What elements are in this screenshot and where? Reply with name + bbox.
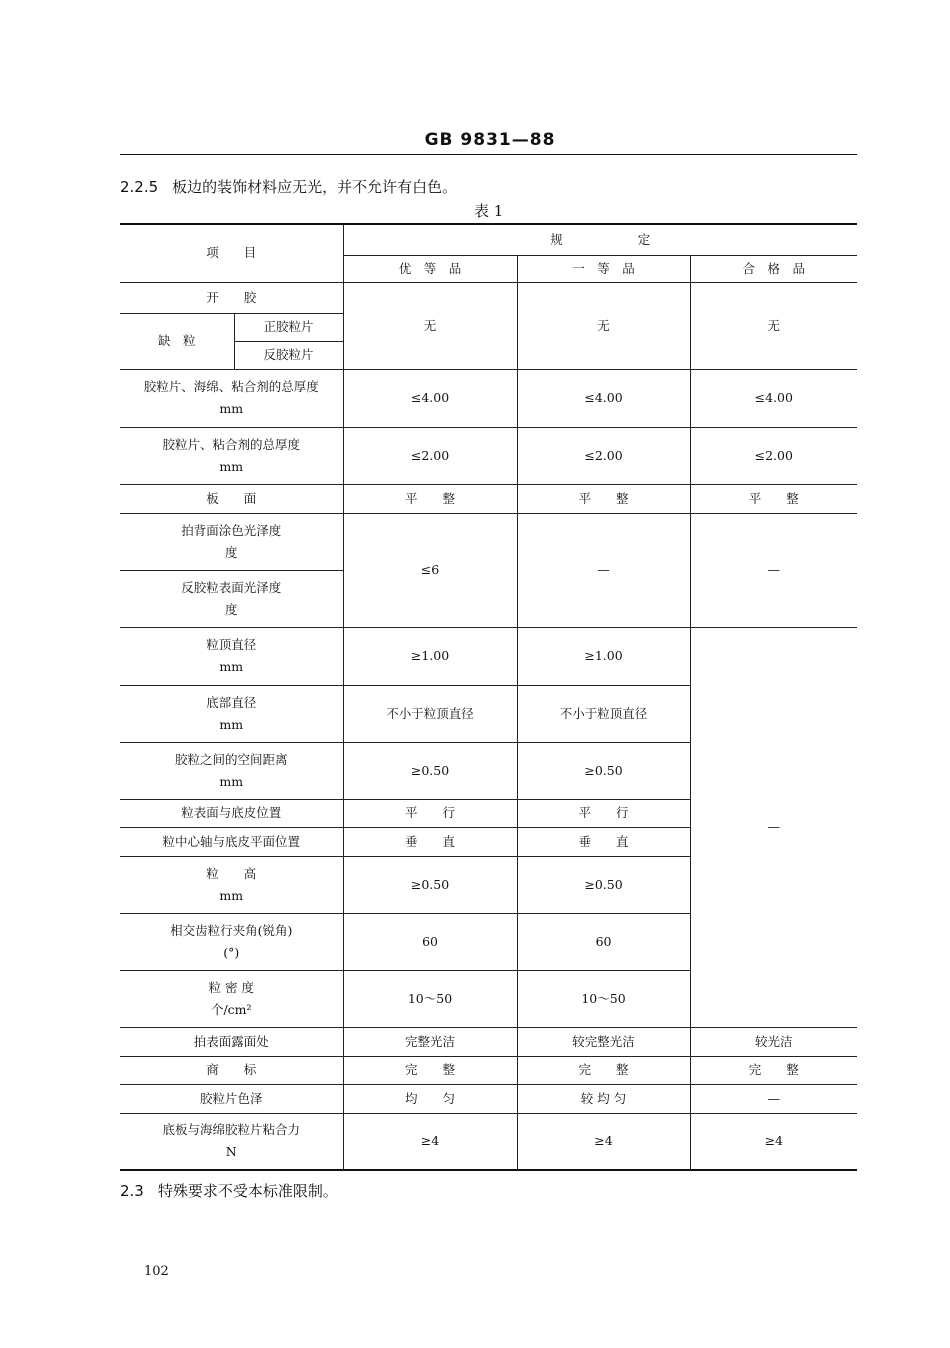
cell-superior: ≤6 bbox=[343, 513, 517, 627]
row-sublabel: 反胶粒片 bbox=[234, 341, 343, 369]
cell-superior: 无 bbox=[343, 282, 517, 369]
standard-code: GB 9831—88 bbox=[424, 130, 556, 150]
row-label bbox=[120, 570, 343, 627]
cell-superior: ≥1.00 bbox=[343, 627, 517, 685]
row-label: 开 胶 bbox=[120, 282, 343, 313]
label-text: 胶粒片、粘合剂的总厚度 bbox=[162, 436, 301, 452]
table-row bbox=[120, 369, 857, 427]
row-label: 板 面 bbox=[120, 484, 343, 513]
label-text: 相交齿粒行夹角(锐角) bbox=[170, 922, 293, 938]
label-unit: mm bbox=[219, 458, 244, 474]
label-unit: mm bbox=[219, 887, 244, 903]
row-label bbox=[120, 627, 343, 685]
cell-superior: 平 整 bbox=[343, 484, 517, 513]
table-row bbox=[120, 1056, 857, 1084]
row-sublabel: 正胶粒片 bbox=[234, 313, 343, 341]
row-label bbox=[120, 970, 343, 1027]
label-text: 底板与海绵胶粒片粘合力 bbox=[162, 1122, 301, 1138]
label-text: 粒 密 度 bbox=[208, 979, 254, 995]
header-rule bbox=[120, 154, 857, 155]
clause-text: 特殊要求不受本标准限制。 bbox=[157, 1182, 338, 1200]
header-qualified: 合 格 品 bbox=[690, 255, 857, 282]
label-text: 胶粒之间的空间距离 bbox=[175, 751, 288, 767]
cell-first: ≤2.00 bbox=[517, 427, 690, 484]
cell-superior: 60 bbox=[343, 913, 517, 970]
cell-qualified: 完 整 bbox=[690, 1056, 857, 1084]
row-label bbox=[120, 513, 343, 570]
row-label bbox=[120, 856, 343, 913]
cell-first: 无 bbox=[517, 282, 690, 369]
header-first: 一 等 品 bbox=[517, 255, 690, 282]
cell-first: ≥1.00 bbox=[517, 627, 690, 685]
table-row bbox=[120, 1027, 857, 1056]
cell-superior: ≤2.00 bbox=[343, 427, 517, 484]
row-label: 胶粒片色泽 bbox=[120, 1084, 343, 1113]
cell-superior: ≥0.50 bbox=[343, 742, 517, 799]
table-row bbox=[120, 1084, 857, 1113]
cell-superior: ≤4.00 bbox=[343, 369, 517, 427]
cell-qualified: ≤4.00 bbox=[690, 369, 857, 427]
cell-qualified: 较光洁 bbox=[690, 1027, 857, 1056]
clause-2-2-5 bbox=[120, 176, 457, 197]
row-label bbox=[120, 913, 343, 970]
label-text: 粒顶直径 bbox=[206, 637, 257, 652]
label-unit: 个/cm² bbox=[210, 1001, 252, 1017]
table-row bbox=[120, 1113, 857, 1170]
row-label bbox=[120, 742, 343, 799]
cell-qualified: ≤2.00 bbox=[690, 427, 857, 484]
table-header-row bbox=[120, 224, 857, 255]
cell-qualified: 平 整 bbox=[690, 484, 857, 513]
label-text: 反胶粒表面光泽度 bbox=[181, 579, 282, 595]
table-row bbox=[120, 513, 857, 570]
cell-first: 平 整 bbox=[517, 484, 690, 513]
cell-first: 不小于粒顶直径 bbox=[517, 685, 690, 742]
label-unit: 度 bbox=[225, 544, 238, 560]
label-unit: mm bbox=[219, 773, 244, 789]
label-unit: mm bbox=[219, 401, 244, 416]
cell-first: ≥4 bbox=[517, 1113, 690, 1170]
clause-number: 2.2.5 bbox=[120, 178, 159, 196]
cell-superior: 平 行 bbox=[343, 799, 517, 827]
label-text: 粒 高 bbox=[206, 865, 257, 881]
cell-first: 较完整光洁 bbox=[517, 1027, 690, 1056]
row-label bbox=[120, 685, 343, 742]
table-title: 表 1 bbox=[474, 202, 504, 220]
label-unit: 度 bbox=[225, 601, 238, 617]
label-text: 胶粒片、海绵、粘合剂的总厚度 bbox=[143, 379, 319, 394]
cell-superior: 不小于粒顶直径 bbox=[343, 685, 517, 742]
label-unit: N bbox=[225, 1144, 237, 1160]
row-label: 缺 粒 bbox=[120, 313, 234, 369]
header-item: 项 目 bbox=[120, 224, 343, 282]
row-label: 粒表面与底皮位置 bbox=[120, 799, 343, 827]
cell-qualified: — bbox=[690, 1084, 857, 1113]
spec-table bbox=[120, 223, 857, 1171]
cell-first: 平 行 bbox=[517, 799, 690, 827]
label-text: 底部直径 bbox=[206, 694, 257, 710]
table-row bbox=[120, 484, 857, 513]
row-label: 粒中心轴与底皮平面位置 bbox=[120, 827, 343, 856]
row-label: 拍表面露面处 bbox=[120, 1027, 343, 1056]
cell-first: 垂 直 bbox=[517, 827, 690, 856]
table-row bbox=[120, 627, 857, 685]
cell-first: 60 bbox=[517, 913, 690, 970]
cell-first: 完 整 bbox=[517, 1056, 690, 1084]
row-label bbox=[120, 427, 343, 484]
cell-superior: 垂 直 bbox=[343, 827, 517, 856]
row-label bbox=[120, 1113, 343, 1170]
cell-qualified: ≥4 bbox=[690, 1113, 857, 1170]
cell-first: 10～50 bbox=[517, 970, 690, 1027]
clause-text: 板边的装饰材料应无光，并不允许有白色。 bbox=[172, 178, 458, 196]
label-unit: (°) bbox=[223, 944, 240, 960]
cell-superior: 10～50 bbox=[343, 970, 517, 1027]
label-unit: mm bbox=[219, 659, 244, 674]
cell-first: ≥0.50 bbox=[517, 856, 690, 913]
row-label: 商 标 bbox=[120, 1056, 343, 1084]
cell-qualified: 无 bbox=[690, 282, 857, 369]
row-label bbox=[120, 369, 343, 427]
clause-number: 2.3 bbox=[120, 1182, 144, 1200]
cell-superior: ≥0.50 bbox=[343, 856, 517, 913]
cell-first: ≤4.00 bbox=[517, 369, 690, 427]
cell-first: ≥0.50 bbox=[517, 742, 690, 799]
cell-qualified: — bbox=[690, 627, 857, 1027]
cell-qualified: — bbox=[690, 513, 857, 627]
cell-superior: 完 整 bbox=[343, 1056, 517, 1084]
header-superior: 优 等 品 bbox=[343, 255, 517, 282]
table-row bbox=[120, 427, 857, 484]
label-unit: mm bbox=[219, 716, 244, 732]
cell-superior: ≥4 bbox=[343, 1113, 517, 1170]
clause-2-3 bbox=[120, 1180, 338, 1201]
table-row bbox=[120, 282, 857, 313]
page-number: 102 bbox=[144, 1264, 169, 1279]
label-text: 拍背面涂色光泽度 bbox=[181, 522, 282, 538]
cell-superior: 均 匀 bbox=[343, 1084, 517, 1113]
header-spec: 规 定 bbox=[343, 224, 857, 255]
cell-first: — bbox=[517, 513, 690, 627]
cell-first: 较 均 匀 bbox=[517, 1084, 690, 1113]
cell-superior: 完整光洁 bbox=[343, 1027, 517, 1056]
